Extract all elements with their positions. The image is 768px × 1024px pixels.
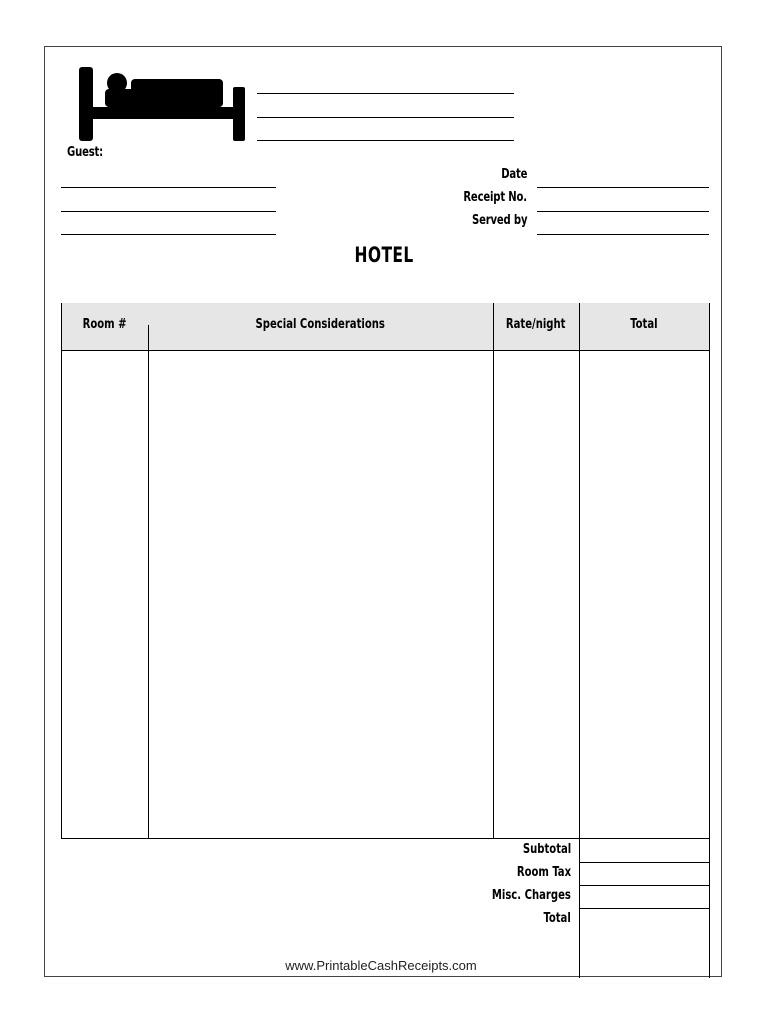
guest-line-2[interactable] [61, 211, 276, 212]
col-room: Room # [82, 317, 127, 332]
footer-url: www.PrintableCashReceipts.com [285, 958, 477, 973]
rate-cell[interactable] [494, 351, 579, 838]
misc-charges-field[interactable] [580, 886, 709, 908]
receipt-page [44, 46, 722, 977]
room-cell[interactable] [62, 351, 148, 838]
receipt-no-label: Receipt No. [463, 190, 527, 205]
special-cell[interactable] [149, 351, 493, 838]
hotel-name-line[interactable] [257, 93, 514, 94]
hotel-contact-line[interactable] [257, 140, 514, 141]
room-tax-label: Room Tax [516, 865, 571, 880]
room-tax-field[interactable] [580, 863, 709, 885]
total-label: Total [543, 911, 571, 926]
col-rate: Rate/night [506, 317, 566, 332]
date-label: Date [500, 167, 527, 182]
subtotal-label: Subtotal [522, 842, 571, 857]
subtotal-field[interactable] [580, 839, 709, 862]
table-right-border [709, 303, 710, 978]
table-header [61, 303, 709, 351]
date-field[interactable] [537, 187, 709, 188]
guest-line-3[interactable] [61, 234, 276, 235]
bed-icon [79, 63, 245, 143]
served-by-label: Served by [471, 213, 527, 228]
misc-charges-label: Misc. Charges [491, 888, 571, 903]
col-total: Total [630, 317, 658, 332]
hotel-address-line[interactable] [257, 117, 514, 118]
guest-line-1[interactable] [61, 187, 276, 188]
served-by-field[interactable] [537, 234, 709, 235]
page-title: HOTEL [354, 243, 414, 267]
receipt-no-field[interactable] [537, 211, 709, 212]
total-cell[interactable] [580, 351, 709, 838]
guest-label: Guest: [67, 145, 104, 160]
col-special: Special Considerations [255, 317, 386, 332]
